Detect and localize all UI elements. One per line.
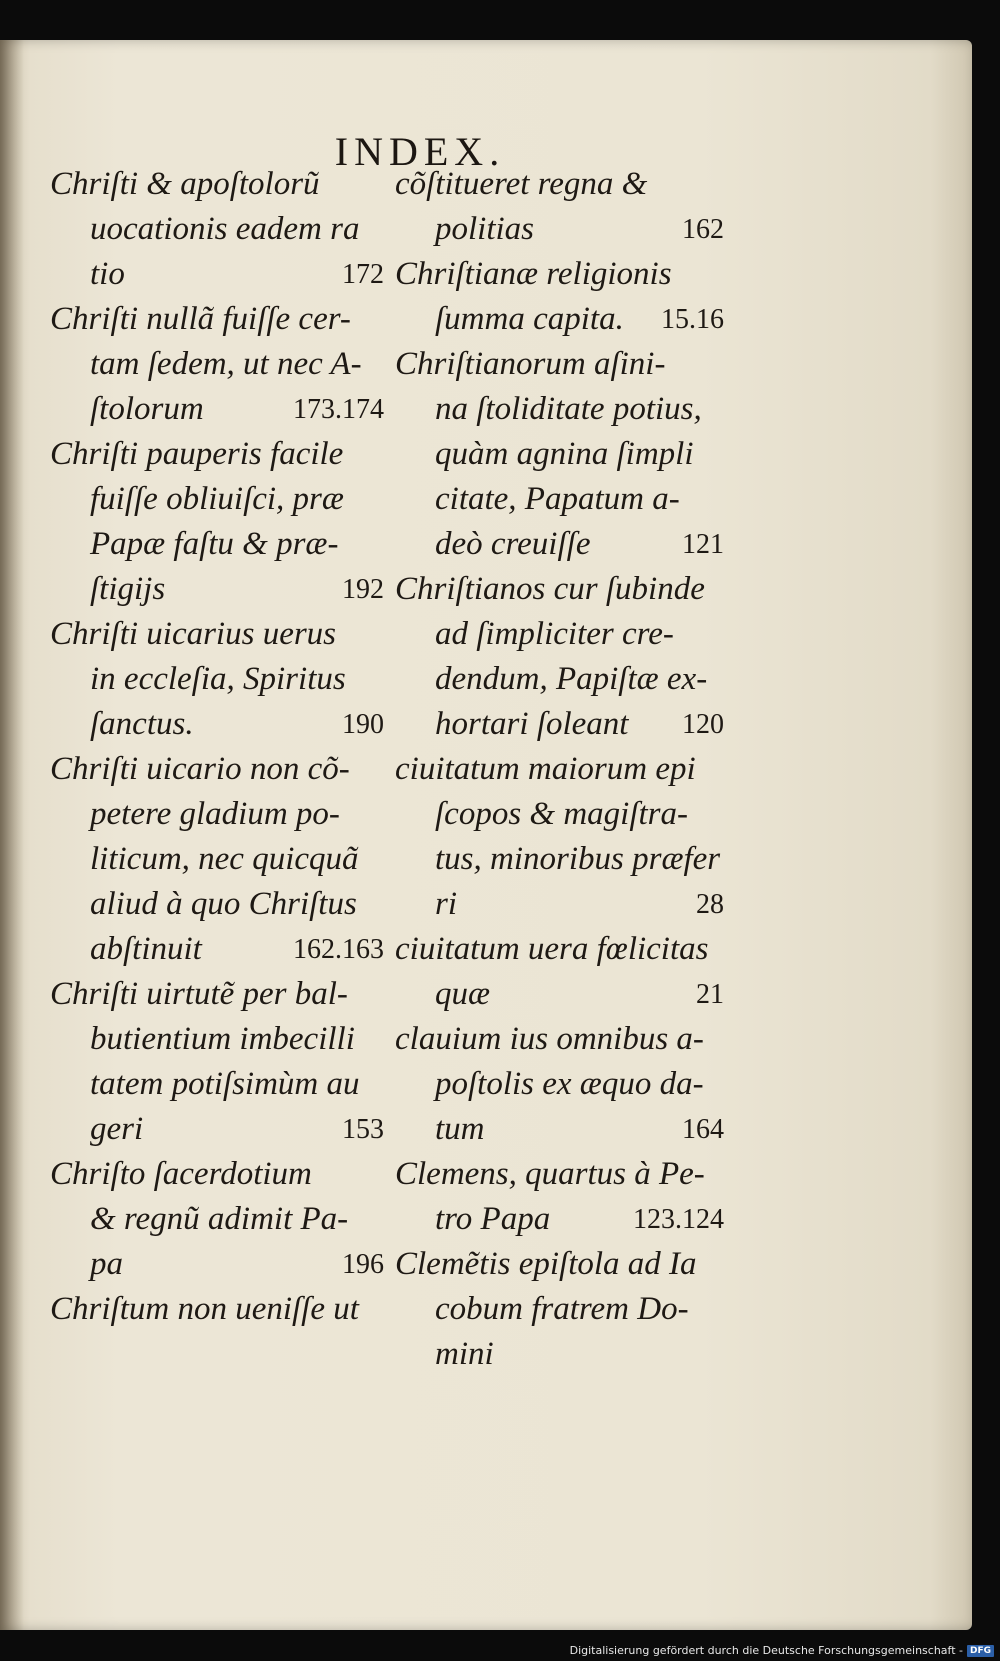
entry-line bbox=[50, 1062, 390, 1107]
entry-line bbox=[50, 1107, 390, 1152]
entry-line bbox=[50, 612, 390, 657]
index-entry bbox=[395, 1152, 730, 1242]
entry-line bbox=[395, 1287, 730, 1332]
entry-line bbox=[395, 207, 730, 252]
entry-text: in eccleſia, Spiritus bbox=[90, 661, 346, 697]
entry-line bbox=[395, 432, 730, 477]
entry-text: Chriſti uicario non cõ- bbox=[50, 751, 350, 787]
entry-text: politias bbox=[435, 211, 535, 247]
entry-line bbox=[50, 1152, 390, 1197]
entry-line bbox=[395, 1017, 730, 1062]
entry-line bbox=[395, 522, 730, 567]
entry-text: citate, Papatum a- bbox=[435, 481, 680, 517]
entry-line bbox=[395, 972, 730, 1017]
entry-text: poſtolis ex æquo da- bbox=[435, 1066, 704, 1102]
entry-text: fuiſſe obliuiſci, præ bbox=[90, 481, 344, 517]
entry-text: Papæ faſtu & præ- bbox=[90, 526, 339, 562]
index-entry bbox=[50, 747, 390, 972]
entry-line bbox=[50, 1017, 390, 1062]
entry-text: Chriſto ſacerdotium bbox=[50, 1156, 312, 1192]
entry-text: tio bbox=[90, 256, 125, 292]
index-entry bbox=[50, 1287, 390, 1332]
entry-text: tam ſedem, ut nec A- bbox=[90, 346, 362, 382]
entry-line bbox=[395, 1197, 730, 1242]
entry-line bbox=[395, 882, 730, 927]
entry-line bbox=[395, 1062, 730, 1107]
entry-line bbox=[50, 747, 390, 792]
index-entry bbox=[50, 612, 390, 747]
entry-text: hortari ſoleant bbox=[435, 706, 629, 742]
index-entry bbox=[395, 252, 730, 342]
index-entry bbox=[395, 162, 730, 252]
entry-text: ſcopos & magiſtra- bbox=[435, 796, 688, 832]
entry-text: Chriſti nullã fuiſſe cer- bbox=[50, 301, 351, 337]
entry-line bbox=[50, 972, 390, 1017]
entry-text: tus, minoribus præfer bbox=[435, 841, 721, 877]
entry-text: Chriſtianorum aſini- bbox=[395, 346, 666, 382]
entry-text: abſtinuit bbox=[90, 931, 202, 967]
entry-text: mini bbox=[435, 1336, 494, 1372]
entry-line bbox=[395, 657, 730, 702]
page-reference: 15.16 bbox=[661, 304, 724, 335]
entry-line bbox=[50, 567, 390, 612]
entry-text: tatem potiſsimùm au bbox=[90, 1066, 360, 1102]
entry-line bbox=[50, 702, 390, 747]
index-entry bbox=[50, 162, 390, 297]
page-reference: 28 bbox=[696, 889, 724, 920]
entry-text: ad ſimpliciter cre- bbox=[435, 616, 674, 652]
entry-line bbox=[395, 477, 730, 522]
entry-line bbox=[395, 567, 730, 612]
entry-text: ri bbox=[435, 886, 458, 922]
index-column-left bbox=[50, 162, 390, 1332]
dfg-logo-icon: DFG bbox=[967, 1645, 994, 1657]
page-reference: 153 bbox=[342, 1114, 384, 1145]
entry-line bbox=[395, 162, 730, 207]
entry-text: Chriſti uicarius uerus bbox=[50, 616, 337, 652]
index-entry bbox=[395, 342, 730, 567]
entry-text: Chriſtianos cur ſubinde bbox=[395, 571, 705, 607]
entry-line bbox=[50, 297, 390, 342]
entry-line bbox=[50, 477, 390, 522]
entry-text: Chriſti pauperis facile bbox=[50, 436, 344, 472]
entry-text: geri bbox=[90, 1111, 144, 1147]
credit-text: Digitalisierung gefördert durch die Deutsche Forschungsgemeinschaft - bbox=[569, 1644, 963, 1657]
entry-text: tum bbox=[435, 1111, 485, 1147]
page-reference: 196 bbox=[342, 1249, 384, 1280]
spine-shadow bbox=[0, 40, 24, 1630]
entry-line bbox=[50, 657, 390, 702]
entry-line bbox=[395, 702, 730, 747]
page-reference: 164 bbox=[682, 1114, 724, 1145]
entry-text: cõſtitueret regna & bbox=[395, 166, 648, 202]
entry-line bbox=[50, 837, 390, 882]
entry-line bbox=[395, 927, 730, 972]
entry-text: na ſtoliditate potius, bbox=[435, 391, 702, 427]
index-entry bbox=[50, 432, 390, 612]
entry-line bbox=[395, 342, 730, 387]
page-reference: 21 bbox=[696, 979, 724, 1010]
entry-line bbox=[50, 387, 390, 432]
entry-line bbox=[50, 207, 390, 252]
entry-line bbox=[50, 792, 390, 837]
page-header: INDEX. bbox=[334, 129, 506, 174]
entry-text: petere gladium po- bbox=[90, 796, 340, 832]
entry-line bbox=[395, 1242, 730, 1287]
index-entry bbox=[395, 927, 730, 1017]
index-entry bbox=[395, 1242, 730, 1377]
index-entry bbox=[395, 1017, 730, 1152]
page-reference: 162.163 bbox=[293, 934, 384, 965]
entry-line bbox=[395, 612, 730, 657]
entry-line bbox=[50, 1197, 390, 1242]
entry-text: deò creuiſſe bbox=[435, 526, 591, 562]
entry-text: uocationis eadem ra bbox=[90, 211, 360, 247]
page-reference: 121 bbox=[682, 529, 724, 560]
entry-text: Chriſtum non ueniſſe ut bbox=[50, 1291, 359, 1327]
entry-text: butientium imbecilli bbox=[90, 1021, 355, 1057]
entry-text: ciuitatum uera fœlicitas bbox=[395, 931, 709, 967]
entry-text: Chriſtianæ religionis bbox=[395, 256, 672, 292]
entry-line bbox=[50, 1242, 390, 1287]
page-reference: 172 bbox=[342, 259, 384, 290]
entry-text: Clemẽtis epiſtola ad Ia bbox=[395, 1246, 697, 1282]
entry-text: quæ bbox=[435, 976, 491, 1012]
entry-line bbox=[50, 432, 390, 477]
page-reference: 192 bbox=[342, 574, 384, 605]
entry-line bbox=[50, 252, 390, 297]
entry-line bbox=[395, 747, 730, 792]
entry-line bbox=[395, 1107, 730, 1152]
entry-text: ciuitatum maiorum epi bbox=[395, 751, 696, 787]
index-entry bbox=[50, 1152, 390, 1287]
index-entry bbox=[50, 297, 390, 432]
entry-line bbox=[50, 1287, 390, 1332]
page-reference: 173.174 bbox=[293, 394, 384, 425]
index-entry bbox=[50, 972, 390, 1152]
entry-line bbox=[395, 387, 730, 432]
entry-line bbox=[50, 342, 390, 387]
digitization-credit bbox=[570, 1644, 994, 1657]
entry-text: clauium ius omnibus a- bbox=[395, 1021, 704, 1057]
entry-line bbox=[395, 1332, 730, 1377]
entry-text: ſtigijs bbox=[90, 571, 166, 607]
entry-line bbox=[395, 1152, 730, 1197]
entry-text: ſumma capita. bbox=[435, 301, 624, 337]
entry-text: Chriſti & apoſtolorũ bbox=[50, 166, 320, 202]
entry-line bbox=[395, 252, 730, 297]
entry-text: tro Papa bbox=[435, 1201, 551, 1237]
index-entry bbox=[395, 567, 730, 747]
entry-line bbox=[395, 792, 730, 837]
entry-text: Chriſti uirtutẽ per bal- bbox=[50, 976, 348, 1012]
index-column-right bbox=[395, 162, 730, 1377]
page-reference: 190 bbox=[342, 709, 384, 740]
entry-text: ſanctus. bbox=[90, 706, 194, 742]
entry-line bbox=[395, 837, 730, 882]
index-entry bbox=[395, 747, 730, 927]
page-reference: 120 bbox=[682, 709, 724, 740]
entry-text: quàm agnina ſimpli bbox=[435, 436, 694, 472]
entry-text: dendum, Papiſtæ ex- bbox=[435, 661, 708, 697]
page-reference: 123.124 bbox=[633, 1204, 724, 1235]
entry-text: ſtolorum bbox=[90, 391, 204, 427]
entry-line bbox=[50, 927, 390, 972]
entry-text: liticum, nec quicquã bbox=[90, 841, 359, 877]
entry-text: & regnũ adimit Pa- bbox=[90, 1201, 349, 1237]
page-reference: 162 bbox=[682, 214, 724, 245]
entry-text: pa bbox=[90, 1246, 123, 1282]
entry-text: Clemens, quartus à Pe- bbox=[395, 1156, 705, 1192]
entry-text: aliud à quo Chriſtus bbox=[90, 886, 357, 922]
entry-line bbox=[50, 162, 390, 207]
entry-line bbox=[395, 297, 730, 342]
entry-line bbox=[50, 522, 390, 567]
entry-text: cobum fratrem Do- bbox=[435, 1291, 689, 1327]
entry-line bbox=[50, 882, 390, 927]
